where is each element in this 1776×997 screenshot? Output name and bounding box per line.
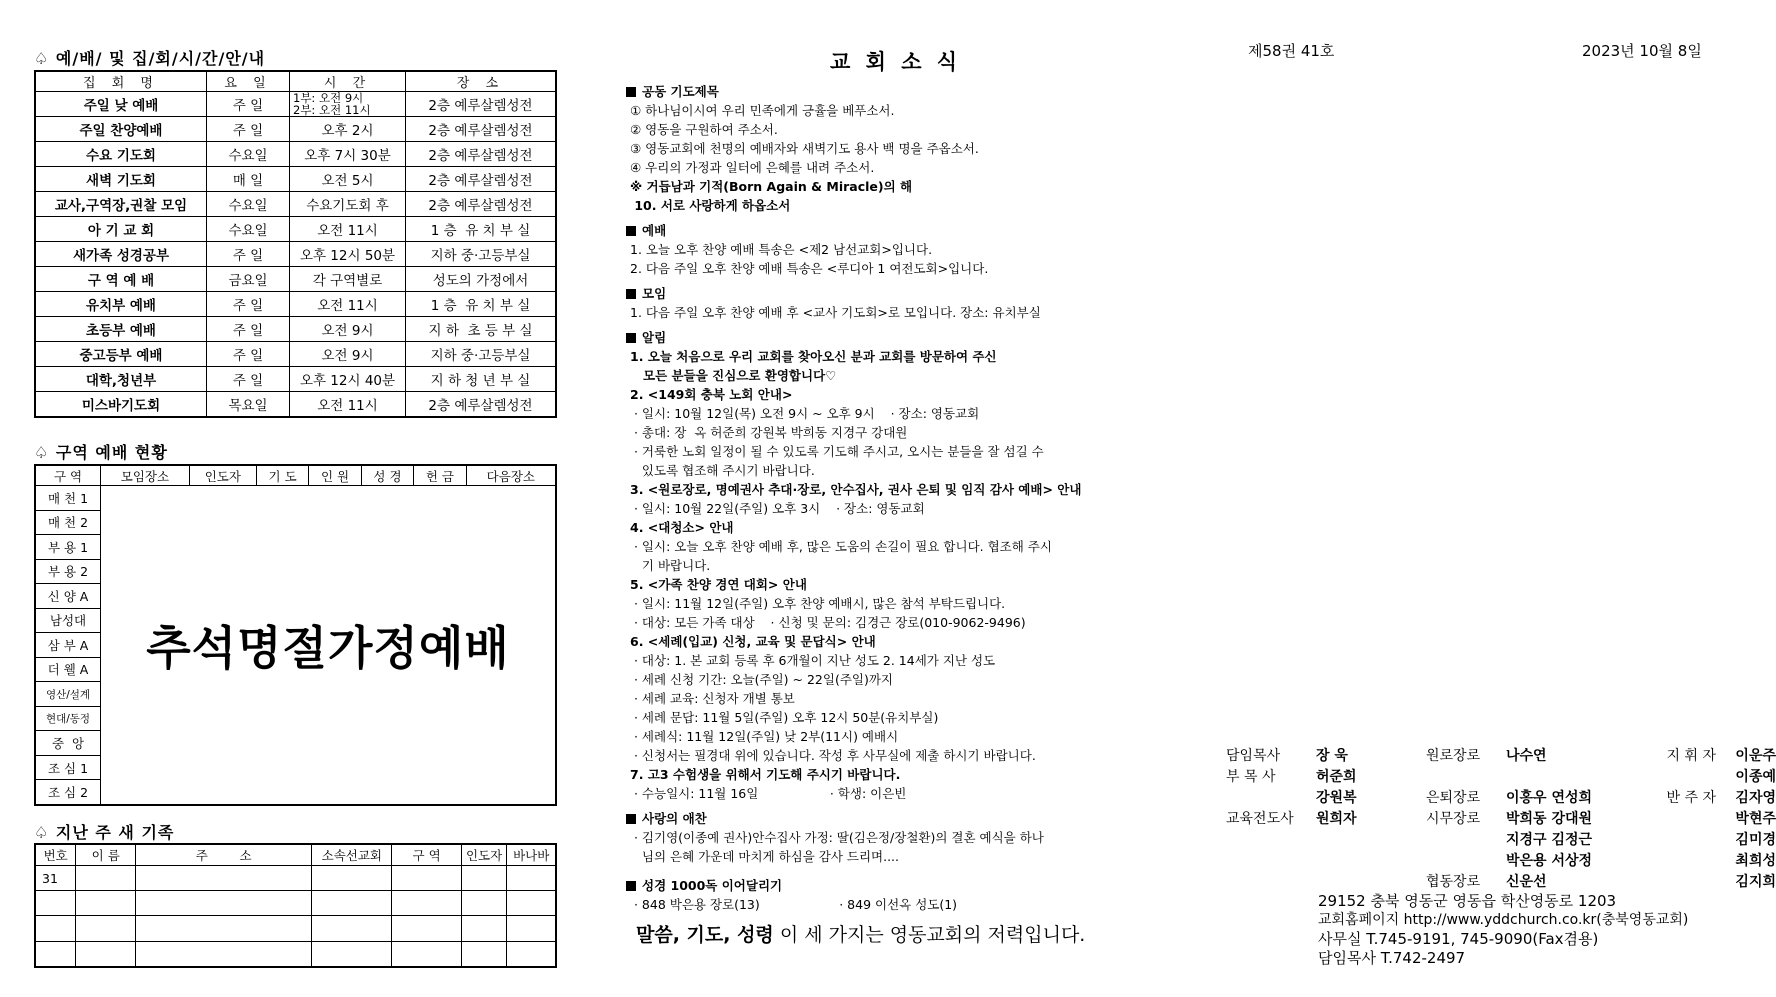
square-bullet-icon xyxy=(626,814,636,824)
event-place: 2층 예루살렘성전 xyxy=(406,92,557,117)
event-name: 교사,구역장,권찰 모임 xyxy=(35,192,207,217)
event-time: 오전 11시 xyxy=(290,292,406,317)
district-notice: 추석명절가정예배 xyxy=(101,486,557,806)
news-line: 7. 고3 수험생을 위해서 기도해 주시기 바랍니다. xyxy=(630,767,901,782)
event-day: 주 일 xyxy=(207,317,290,342)
staff-role xyxy=(1636,809,1716,830)
event-place: 2층 예루살렘성전 xyxy=(406,192,557,217)
staff-role xyxy=(1636,830,1716,851)
record-col: 번호 xyxy=(35,844,76,866)
news-line: ② 영동을 구원하여 주소서. xyxy=(630,122,778,137)
record-cell xyxy=(312,941,392,967)
bulletin-date: 2023년 10월 8일 xyxy=(1582,42,1702,60)
record-col: 주 소 xyxy=(136,844,312,866)
staff-row xyxy=(1226,851,1776,872)
address-line: 29152 충북 영동군 영동읍 학산영동로 1203 xyxy=(1318,892,1617,910)
event-name: 새벽 기도회 xyxy=(35,167,207,192)
schedule-title: ♤ 예/배/ 및 집/회/시/간/안/내 xyxy=(34,49,266,68)
staff-name: 이운주 xyxy=(1735,748,1776,764)
district-label: 조 심 1 xyxy=(35,755,101,780)
record-cell xyxy=(76,916,136,941)
record-cell xyxy=(76,941,136,967)
event-name: 중고등부 예배 xyxy=(35,342,207,367)
schedule-row xyxy=(35,267,556,292)
staff-row xyxy=(1226,809,1776,830)
event-place: 2층 예루살렘성전 xyxy=(406,392,557,418)
record-cell xyxy=(312,866,392,891)
news-line: ④ 우리의 가정과 일터에 은혜를 내려 주소서. xyxy=(630,160,875,175)
staff-name: 나수연 xyxy=(1506,748,1547,764)
event-day: 수요일 xyxy=(207,142,290,167)
record-cell xyxy=(392,891,461,916)
col-name: 집 회 명 xyxy=(35,71,207,92)
event-name: 구 역 예 배 xyxy=(35,267,207,292)
record-cell xyxy=(392,866,461,891)
news-line: ③ 영동교회에 천명의 예배자와 새벽기도 용사 백 명을 주옵소서. xyxy=(630,141,979,156)
event-place: 1 층 유 치 부 실 xyxy=(406,217,557,242)
news-line: 4. <대청소> 안내 xyxy=(630,520,734,535)
schedule-row xyxy=(35,292,556,317)
square-bullet-icon xyxy=(626,87,636,97)
record-row xyxy=(35,891,556,916)
news-line: · 신청서는 필경대 위에 있습니다. 작성 후 사무실에 제출 하시기 바랍니다. xyxy=(630,748,1036,763)
staff-role: 부 목 사 xyxy=(1226,769,1276,785)
news-line: · 일시: 오늘 오후 찬양 예배 후, 많은 도움의 손길이 필요 합니다. 협조해 주시 xyxy=(630,539,1052,554)
event-name: 수요 기도회 xyxy=(35,142,207,167)
event-place: 성도의 가정에서 xyxy=(406,267,557,292)
pastor-phone: 담임목사 T.742-2497 xyxy=(1318,949,1466,967)
record-cell xyxy=(507,941,556,967)
record-row xyxy=(35,916,556,941)
schedule-header-row xyxy=(35,71,556,92)
news-line: 3. <원로장로, 명예권사 추대·장로, 안수집사, 권사 은퇴 및 임직 감사 예배> 안내 xyxy=(630,482,1082,497)
event-day: 주 일 xyxy=(207,342,290,367)
church-motto: 말씀, 기도, 성령 이 세 가지는 영동교회의 저력입니다. xyxy=(636,924,1086,946)
meeting-heading: 모임 xyxy=(626,284,1166,303)
staff-role: 시무장로 xyxy=(1426,811,1481,827)
news-title: 교 회 소 식 xyxy=(830,50,962,74)
record-col: 소속선교회 xyxy=(312,844,392,866)
staff-name: 최희성 xyxy=(1735,853,1776,869)
news-line: · 세례 문답: 11월 5일(주일) 오후 12시 50분(유치부실) xyxy=(630,710,939,725)
event-place: 2층 예루살렘성전 xyxy=(406,117,557,142)
district-label: 신 양 A xyxy=(35,584,101,609)
staff-name: 김지희 xyxy=(1735,874,1776,890)
event-day: 주 일 xyxy=(207,92,290,117)
schedule-table xyxy=(34,70,557,418)
staff-role: 지 휘 자 xyxy=(1666,748,1716,764)
district-col: 인도자 xyxy=(189,465,256,486)
event-day: 수요일 xyxy=(207,217,290,242)
record-row xyxy=(35,866,556,891)
event-day: 주 일 xyxy=(207,292,290,317)
news-line: · 세례식: 11월 12일(주일) 낮 2부(11시) 예배시 xyxy=(630,729,899,744)
event-time: 오후 12시 40분 xyxy=(290,367,406,392)
spade-icon: ♤ xyxy=(34,49,50,68)
record-col: 인도자 xyxy=(461,844,507,866)
district-label: 부 용 2 xyxy=(35,559,101,584)
prayer-list xyxy=(626,101,1166,215)
district-label: 남성대 xyxy=(35,608,101,633)
district-col: 구 역 xyxy=(35,465,101,486)
news-line: 5. <가족 찬양 경연 대회> 안내 xyxy=(630,577,807,592)
staff-name: 김자영 xyxy=(1735,790,1776,806)
event-name: 미스바기도회 xyxy=(35,392,207,418)
staff-role xyxy=(1636,767,1716,788)
district-label: 매 천 1 xyxy=(35,486,101,511)
staff-name xyxy=(1316,830,1426,851)
event-time: 오후 12시 50분 xyxy=(290,242,406,267)
news-line: · 수능일시: 11월 16일 · 학생: 이은빈 xyxy=(630,786,907,801)
news-line: · 일시: 11월 12일(주일) 오후 찬양 예배시, 많은 참석 부탁드립니다. xyxy=(630,596,1006,611)
staff-role xyxy=(1226,872,1316,893)
staff-role: 협동장로 xyxy=(1426,874,1481,890)
notice-list xyxy=(626,347,1166,803)
church-address xyxy=(1318,892,1688,968)
issue-number: 제58권 41호 xyxy=(1248,42,1335,60)
staff-name: 신운선 xyxy=(1506,874,1547,890)
spade-icon: ♤ xyxy=(34,823,50,842)
record-cell xyxy=(392,916,461,941)
news-line: · 세례 교육: 신청자 개별 통보 xyxy=(630,691,795,706)
district-label: 삼 부 A xyxy=(35,633,101,658)
news-line: · 총대: 장 옥 허준희 강원복 박희동 지경구 강대원 xyxy=(630,425,908,440)
square-bullet-icon xyxy=(626,881,636,891)
news-line: · 일시: 10월 12일(목) 오전 9시 ~ 오후 9시 · 장소: 영동교회 xyxy=(630,406,980,421)
record-cell xyxy=(507,891,556,916)
staff-role xyxy=(1636,872,1716,893)
record-cell xyxy=(136,916,312,941)
event-name: 새가족 성경공부 xyxy=(35,242,207,267)
staff-list xyxy=(1226,746,1776,893)
love-heading: 사랑의 애찬 xyxy=(626,809,1166,828)
staff-role xyxy=(1426,767,1506,788)
staff-name: 김미경 xyxy=(1735,832,1776,848)
schedule-row xyxy=(35,392,556,418)
prayer-theme-line: ※ 거듭남과 기적(Born Again & Miracle)의 해 xyxy=(630,179,913,194)
news-line: 2. 다음 주일 오후 찬양 예배 특송은 <루디아 1 여전도회>입니다. xyxy=(630,261,989,276)
schedule-row xyxy=(35,242,556,267)
district-label: 영산/설계 xyxy=(35,682,101,707)
staff-name: 박현주 xyxy=(1735,811,1776,827)
staff-name xyxy=(1316,872,1426,893)
news-line: 1. 오늘 처음으로 우리 교회를 찾아오신 분과 교회를 방문하여 주신 xyxy=(630,349,997,364)
event-name: 주일 낮 예배 xyxy=(35,92,207,117)
staff-role: 반 주 자 xyxy=(1666,790,1716,806)
record-row xyxy=(35,941,556,967)
news-line: 6. <세례(입교) 신청, 교육 및 문답식> 안내 xyxy=(630,634,876,649)
district-col: 헌 금 xyxy=(414,465,466,486)
district-table xyxy=(34,464,557,806)
event-name: 아 기 교 회 xyxy=(35,217,207,242)
record-cell xyxy=(392,941,461,967)
record-cell: 31 xyxy=(35,866,76,891)
staff-name: 이종예 xyxy=(1735,769,1776,785)
record-cell xyxy=(35,916,76,941)
district-label: 더 웰 A xyxy=(35,657,101,682)
district-header-row xyxy=(35,465,556,486)
event-place: 지 하 청 년 부 실 xyxy=(406,367,557,392)
event-name: 유치부 예배 xyxy=(35,292,207,317)
staff-name: 박은용 서상정 xyxy=(1506,853,1593,869)
event-time: 오후 7시 30분 xyxy=(290,142,406,167)
staff-role xyxy=(1226,788,1316,809)
event-time: 오전 11시 xyxy=(290,217,406,242)
news-line: 1. 다음 주일 오후 찬양 예배 후 <교사 기도회>로 모입니다. 장소: 유치부실 xyxy=(630,305,1041,320)
record-cell xyxy=(35,941,76,967)
district-col: 인 원 xyxy=(309,465,361,486)
news-line: · 세례 신청 기간: 오늘(주일) ~ 22일(주일)까지 xyxy=(630,672,894,687)
staff-name: 원희자 xyxy=(1316,811,1357,827)
record-col: 바나바 xyxy=(507,844,556,866)
event-place: 지 하 초 등 부 실 xyxy=(406,317,557,342)
staff-role xyxy=(1226,830,1316,851)
news-line: 기 바랍니다. xyxy=(630,558,711,573)
col-place: 장 소 xyxy=(406,71,557,92)
bible-heading: 성경 1000독 이어달리기 xyxy=(626,876,1166,895)
district-label: 매 천 2 xyxy=(35,510,101,535)
schedule-row xyxy=(35,92,556,117)
district-col: 성 경 xyxy=(361,465,413,486)
record-cell xyxy=(136,941,312,967)
record-cell xyxy=(461,866,507,891)
prayer-theme-line: 10. 서로 사랑하게 하옵소서 xyxy=(630,198,791,213)
spade-icon: ♤ xyxy=(34,443,50,462)
record-cell xyxy=(461,941,507,967)
news-line: 있도록 협조해 주시기 바랍니다. xyxy=(630,463,815,478)
event-time: 오전 9시 xyxy=(290,342,406,367)
record-cell xyxy=(507,916,556,941)
event-day: 주 일 xyxy=(207,117,290,142)
event-name: 초등부 예배 xyxy=(35,317,207,342)
notice-heading: 알림 xyxy=(626,328,1166,347)
staff-row xyxy=(1226,830,1776,851)
schedule-row xyxy=(35,317,556,342)
news-line: · 일시: 10월 22일(주일) 오후 3시 · 장소: 영동교회 xyxy=(630,501,925,516)
news-line: ① 하나님이시여 우리 민족에게 긍휼을 베푸소서. xyxy=(630,103,895,118)
record-cell xyxy=(507,866,556,891)
event-day: 금요일 xyxy=(207,267,290,292)
news-line: · 김기영(이종예 권사)안수집사 가정: 딸(김은정/장철환)의 결혼 예식을 하나 xyxy=(630,830,1044,845)
record-title: ♤ 지난 주 새 기족 xyxy=(34,823,175,842)
event-place: 지하 중·고등부실 xyxy=(406,242,557,267)
schedule-row xyxy=(35,192,556,217)
event-place: 1 층 유 치 부 실 xyxy=(406,292,557,317)
event-day: 주 일 xyxy=(207,367,290,392)
district-title: ♤ 구역 예배 현황 xyxy=(34,443,168,462)
event-place: 지하 중·고등부실 xyxy=(406,342,557,367)
event-day: 수요일 xyxy=(207,192,290,217)
staff-name: 지경구 김정근 xyxy=(1506,832,1593,848)
staff-name xyxy=(1506,767,1636,788)
district-col: 모임장소 xyxy=(101,465,190,486)
staff-role: 은퇴장로 xyxy=(1426,790,1481,806)
staff-role: 담임목사 xyxy=(1226,748,1281,764)
staff-name: 이홍우 연성희 xyxy=(1506,790,1593,806)
square-bullet-icon xyxy=(626,226,636,236)
record-header-row xyxy=(35,844,556,866)
event-time: 각 구역별로 xyxy=(290,267,406,292)
news-line: · 거룩한 노회 일정이 될 수 있도록 기도해 주시고, 오시는 분들을 잘 섬길 수 xyxy=(630,444,1044,459)
district-label: 조 심 2 xyxy=(35,780,101,805)
col-day: 요 일 xyxy=(207,71,290,92)
event-time: 1부: 오전 9시 2부: 오전 11시 xyxy=(290,92,406,117)
event-time: 오전 11시 xyxy=(290,392,406,418)
record-cell xyxy=(461,891,507,916)
staff-row xyxy=(1226,788,1776,809)
news-line: 모든 분들을 진심으로 환영합니다♡ xyxy=(630,368,837,383)
record-cell xyxy=(35,891,76,916)
staff-role xyxy=(1426,830,1506,851)
meeting-list xyxy=(626,303,1166,322)
record-table xyxy=(34,843,557,968)
staff-name xyxy=(1316,851,1426,872)
schedule-row xyxy=(35,367,556,392)
news-line: 님의 은혜 가운데 마치게 하심을 감사 드리며.... xyxy=(630,849,900,864)
event-time: 오전 9시 xyxy=(290,317,406,342)
staff-name: 강원복 xyxy=(1316,790,1357,806)
staff-name: 박희동 강대원 xyxy=(1506,811,1593,827)
record-col: 구 역 xyxy=(392,844,461,866)
event-day: 매 일 xyxy=(207,167,290,192)
news-column xyxy=(626,76,1166,945)
news-line: · 대상: 1. 본 교회 등록 후 6개월이 지난 성도 2. 14세가 지난 성도 xyxy=(630,653,996,668)
record-cell xyxy=(76,866,136,891)
square-bullet-icon xyxy=(626,289,636,299)
news-line: 2. <149회 충북 노회 안내> xyxy=(630,387,793,402)
event-time: 수요기도회 후 xyxy=(290,192,406,217)
district-col: 기 도 xyxy=(256,465,308,486)
event-name: 대학,청년부 xyxy=(35,367,207,392)
event-time: 오후 2시 xyxy=(290,117,406,142)
district-label: 부 용 1 xyxy=(35,535,101,560)
staff-row xyxy=(1226,767,1776,788)
news-line: 1. 오늘 오후 찬양 예배 특송은 <제2 남선교회>입니다. xyxy=(630,242,933,257)
event-place: 2층 예루살렘성전 xyxy=(406,142,557,167)
schedule-row xyxy=(35,117,556,142)
staff-role: 원로장로 xyxy=(1426,748,1481,764)
event-place: 2층 예루살렘성전 xyxy=(406,167,557,192)
love-list xyxy=(626,828,1166,866)
staff-role xyxy=(1226,851,1316,872)
staff-name: 장 욱 xyxy=(1316,748,1348,764)
staff-role: 교육전도사 xyxy=(1226,811,1294,827)
worship-heading: 예배 xyxy=(626,221,1166,240)
schedule-row xyxy=(35,217,556,242)
news-line: · 848 박은용 장로(13) · 849 이선옥 성도(1) xyxy=(630,897,958,912)
schedule-row xyxy=(35,142,556,167)
office-phone: 사무실 T.745-9191, 745-9090(Fax겸용) xyxy=(1318,930,1599,948)
bible-list xyxy=(626,895,1166,914)
staff-row xyxy=(1226,872,1776,893)
district-col: 다음장소 xyxy=(466,465,556,486)
district-label: 중 앙 xyxy=(35,731,101,756)
staff-role xyxy=(1636,851,1716,872)
prayer-heading: 공동 기도제목 xyxy=(626,82,1166,101)
event-time: 오전 5시 xyxy=(290,167,406,192)
schedule-row xyxy=(35,342,556,367)
news-line: · 대상: 모든 가족 대상 · 신청 및 문의: 김경근 장로(010-9062-9496) xyxy=(630,615,1026,630)
record-cell xyxy=(76,891,136,916)
district-row xyxy=(35,486,556,511)
staff-role xyxy=(1426,851,1506,872)
event-day: 주 일 xyxy=(207,242,290,267)
event-name: 주일 찬양예배 xyxy=(35,117,207,142)
record-cell xyxy=(312,891,392,916)
col-time: 시 간 xyxy=(290,71,406,92)
district-label: 현대/동정 xyxy=(35,706,101,731)
record-cell xyxy=(312,916,392,941)
staff-row xyxy=(1226,746,1776,767)
square-bullet-icon xyxy=(626,333,636,343)
record-col: 이 름 xyxy=(76,844,136,866)
homepage-line: 교회홈페이지 http://www.yddchurch.co.kr(충북영동교회) xyxy=(1318,912,1689,928)
event-day: 목요일 xyxy=(207,392,290,418)
worship-list xyxy=(626,240,1166,278)
staff-name: 허준희 xyxy=(1316,769,1357,785)
record-cell xyxy=(461,916,507,941)
record-cell xyxy=(136,866,312,891)
schedule-row xyxy=(35,167,556,192)
record-cell xyxy=(136,891,312,916)
